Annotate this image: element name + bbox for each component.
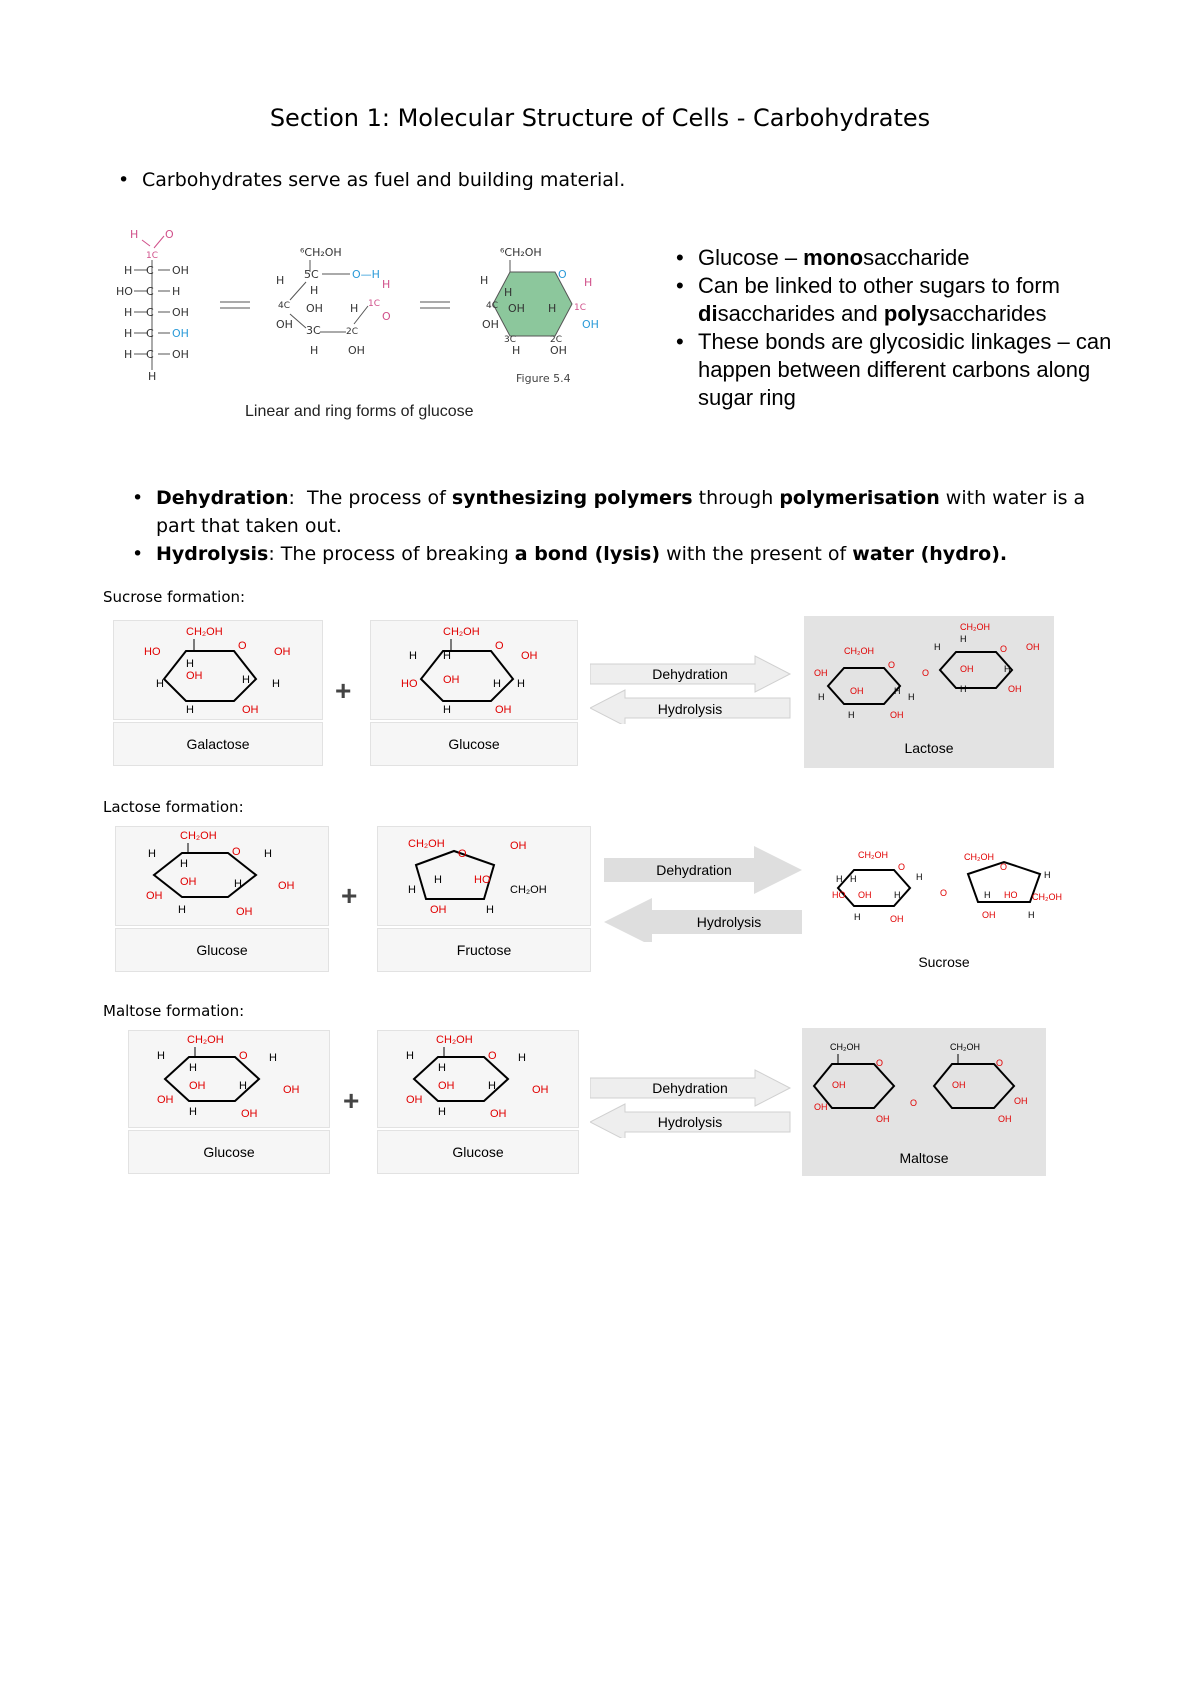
svg-text:CH₂OH: CH₂OH <box>964 852 994 862</box>
svg-text:5C: 5C <box>304 268 319 281</box>
svg-text:OH: OH <box>890 914 904 924</box>
svg-text:H: H <box>916 872 923 882</box>
linear-h: H <box>130 228 139 241</box>
svg-text:CH₂OH: CH₂OH <box>436 1034 473 1046</box>
svg-text:OH: OH <box>814 668 828 678</box>
svg-text:H: H <box>1028 910 1035 920</box>
linear-chain <box>116 260 189 383</box>
svg-text:H: H <box>157 1050 165 1062</box>
svg-text:OH: OH <box>490 1108 507 1120</box>
open-chain-form <box>276 246 391 357</box>
svg-text:H: H <box>894 686 901 696</box>
fructose-structure <box>377 826 591 926</box>
svg-text:O—H: O—H <box>352 268 380 281</box>
bullet-hydrolysis: • Hydrolysis: The process of breaking a bond (lysis) with the present of water (hydro). <box>156 540 1106 568</box>
svg-text:OH: OH <box>510 840 527 852</box>
svg-text:H: H <box>548 302 557 315</box>
svg-text:O: O <box>558 268 567 281</box>
svg-text:OH: OH <box>876 1114 890 1124</box>
svg-text:H: H <box>818 692 825 702</box>
svg-text:H: H <box>480 274 489 287</box>
svg-text:OH: OH <box>1026 642 1040 652</box>
svg-text:H: H <box>310 344 319 357</box>
svg-text:H: H <box>124 306 133 319</box>
svg-text:OH: OH <box>157 1094 174 1106</box>
fructose-label: Fructose <box>377 928 591 972</box>
svg-text:H: H <box>517 678 525 690</box>
svg-text:O: O <box>888 660 896 670</box>
svg-text:O: O <box>238 640 247 652</box>
svg-text:H: H <box>178 904 186 916</box>
svg-text:OH: OH <box>241 1108 258 1120</box>
svg-text:1C: 1C <box>574 303 587 313</box>
svg-text:OH: OH <box>278 880 295 892</box>
svg-text:H: H <box>186 704 194 716</box>
svg-text:H: H <box>172 285 181 298</box>
svg-text:H: H <box>276 274 285 287</box>
svg-text:OH: OH <box>1008 684 1022 694</box>
svg-text:H: H <box>438 1062 446 1074</box>
svg-text:OH: OH <box>186 670 203 682</box>
svg-text:O: O <box>165 228 174 241</box>
svg-text:CH₂OH: CH₂OH <box>186 626 223 638</box>
svg-text:OH: OH <box>960 664 974 674</box>
svg-text:OH: OH <box>832 1080 846 1090</box>
svg-text:H: H <box>310 284 319 297</box>
svg-text:O: O <box>239 1050 248 1062</box>
svg-text:OH: OH <box>550 344 567 357</box>
svg-text:H: H <box>239 1080 247 1092</box>
sucrose-label: Sucrose <box>918 954 970 970</box>
svg-text:OH: OH <box>1014 1096 1028 1106</box>
svg-text:OH: OH <box>952 1080 966 1090</box>
plus-sign-3: + <box>343 1085 360 1116</box>
svg-text:O: O <box>898 862 906 872</box>
svg-text:OH: OH <box>348 344 365 357</box>
glucose-structure-2 <box>115 826 329 926</box>
figure-side-notes <box>676 244 1128 412</box>
svg-text:HO: HO <box>474 874 491 886</box>
svg-text:CH₂OH: CH₂OH <box>950 1042 980 1052</box>
svg-text:OH: OH <box>172 327 189 340</box>
svg-text:H: H <box>836 874 843 884</box>
svg-text:H: H <box>180 858 188 870</box>
plus-sign-2: + <box>341 880 358 911</box>
svg-text:C: C <box>146 327 154 340</box>
svg-text:O: O <box>922 668 930 678</box>
svg-text:OH: OH <box>172 264 189 277</box>
svg-text:H: H <box>854 912 861 922</box>
svg-text:1C: 1C <box>146 251 159 261</box>
bullet-dot: • <box>132 487 144 509</box>
glucose-structure-3 <box>128 1030 330 1128</box>
bullet-dot: • <box>132 543 144 565</box>
svg-text:OH: OH <box>982 910 996 920</box>
svg-text:2C: 2C <box>346 327 359 337</box>
svg-text:H: H <box>504 286 513 299</box>
svg-text:C: C <box>146 348 154 361</box>
svg-text:CH₂OH: CH₂OH <box>830 1042 860 1052</box>
svg-text:H: H <box>434 874 442 886</box>
svg-text:OH: OH <box>850 686 864 696</box>
glucose-label-2: Glucose <box>115 928 329 972</box>
svg-text:⁶CH₂OH: ⁶CH₂OH <box>500 246 542 259</box>
bullet-carbohydrates <box>118 166 626 194</box>
svg-text:3C: 3C <box>306 324 321 337</box>
side-point-2: • Can be linked to other sugars to form disaccharides and polysaccharides <box>676 273 1060 326</box>
svg-text:H: H <box>493 678 501 690</box>
svg-text:O: O <box>996 1058 1004 1068</box>
svg-text:OH: OH <box>283 1084 300 1096</box>
svg-text:H: H <box>242 674 250 686</box>
svg-text:OH: OH <box>890 710 904 720</box>
svg-text:H: H <box>148 848 156 860</box>
svg-text:4C: 4C <box>486 301 499 311</box>
maltose-label: Maltose <box>899 1150 949 1166</box>
svg-text:OH: OH <box>242 704 259 716</box>
svg-text:O: O <box>940 888 948 898</box>
svg-text:H: H <box>350 302 359 315</box>
svg-text:OH: OH <box>482 318 499 331</box>
svg-text:CH₂OH: CH₂OH <box>187 1034 224 1046</box>
svg-text:H: H <box>486 904 494 916</box>
svg-text:OH: OH <box>180 876 197 888</box>
dehydration-label: Dehydration <box>652 666 728 682</box>
dehydration-label-2: Dehydration <box>656 862 732 878</box>
hydrolysis-label-3: Hydrolysis <box>657 1114 723 1130</box>
svg-text:OH: OH <box>582 318 599 331</box>
svg-text:CH₂OH: CH₂OH <box>858 850 888 860</box>
svg-text:H: H <box>443 650 451 662</box>
svg-text:OH: OH <box>521 650 538 662</box>
svg-text:HO: HO <box>1004 890 1018 900</box>
svg-text:HO: HO <box>832 890 846 900</box>
svg-text:OH: OH <box>276 318 293 331</box>
svg-text:CH₂OH: CH₂OH <box>510 884 547 896</box>
glucose-forms-figure <box>110 220 610 430</box>
glucose-label-3: Glucose <box>128 1130 330 1174</box>
svg-text:H: H <box>409 650 417 662</box>
svg-text:OH: OH <box>438 1080 455 1092</box>
svg-text:OH: OH <box>998 1114 1012 1124</box>
svg-text:H: H <box>518 1052 526 1064</box>
svg-text:O: O <box>458 848 467 860</box>
side-point-3: • These bonds are glycosidic linkages – can happen between different carbons along sugar ring <box>676 329 1112 410</box>
svg-text:H: H <box>512 344 521 357</box>
svg-text:O: O <box>382 310 391 323</box>
svg-text:H: H <box>908 692 915 702</box>
svg-text:H: H <box>443 704 451 716</box>
bullet-dot: • <box>118 169 130 191</box>
svg-text:H: H <box>960 634 967 644</box>
ring-form <box>480 246 599 385</box>
svg-text:O: O <box>495 640 504 652</box>
svg-text:H: H <box>124 348 133 361</box>
svg-text:OH: OH <box>189 1080 206 1092</box>
svg-text:H: H <box>272 678 280 690</box>
svg-text:H: H <box>1004 664 1011 674</box>
svg-text:OH: OH <box>508 302 525 315</box>
svg-text:H: H <box>382 278 391 291</box>
svg-text:H: H <box>186 658 194 670</box>
svg-text:O: O <box>910 1098 918 1108</box>
svg-text:⁶CH₂OH: ⁶CH₂OH <box>300 246 342 259</box>
figure-caption: Linear and ring forms of glucose <box>245 403 474 420</box>
bullet-dehydration: • Dehydration: The process of synthesizing polymers through polymerisation with water is a part that taken out. <box>156 484 1106 540</box>
equilibrium-arrow-1 <box>220 302 250 308</box>
svg-text:OH: OH <box>274 646 291 658</box>
svg-text:O: O <box>1000 862 1008 872</box>
svg-text:H: H <box>264 848 272 860</box>
svg-text:OH: OH <box>172 348 189 361</box>
svg-text:O: O <box>488 1050 497 1062</box>
svg-text:4C: 4C <box>278 301 291 311</box>
section-label-lactose: Lactose formation: <box>103 798 244 816</box>
svg-text:OH: OH <box>406 1094 423 1106</box>
svg-text:OH: OH <box>814 1102 828 1112</box>
svg-text:H: H <box>438 1106 446 1118</box>
svg-text:2C: 2C <box>550 335 563 345</box>
glucose-structure-4 <box>377 1030 579 1128</box>
svg-text:OH: OH <box>532 1084 549 1096</box>
svg-text:CH₂OH: CH₂OH <box>1032 892 1062 902</box>
svg-text:O: O <box>876 1058 884 1068</box>
svg-text:H: H <box>894 890 901 900</box>
svg-text:H: H <box>148 370 157 383</box>
svg-text:CH₂OH: CH₂OH <box>960 622 990 632</box>
bullet-text: Carbohydrates serve as fuel and building material. <box>142 169 626 191</box>
svg-text:H: H <box>406 1050 414 1062</box>
svg-text:CH₂OH: CH₂OH <box>844 646 874 656</box>
svg-text:CH₂OH: CH₂OH <box>408 838 445 850</box>
svg-text:OH: OH <box>236 906 253 918</box>
svg-text:HO: HO <box>116 285 133 298</box>
svg-text:H: H <box>934 642 941 652</box>
equilibrium-arrow-2 <box>420 302 450 308</box>
sucrose-product <box>824 848 1064 978</box>
svg-text:OH: OH <box>858 890 872 900</box>
svg-text:O: O <box>232 846 241 858</box>
galactose-structure <box>113 620 323 720</box>
glucose-structure <box>370 620 578 720</box>
svg-text:C: C <box>146 306 154 319</box>
svg-text:OH: OH <box>495 704 512 716</box>
section-label-sucrose: Sucrose formation: <box>103 588 246 606</box>
lactose-label: Lactose <box>904 740 954 756</box>
hydrolysis-label-2: Hydrolysis <box>696 914 762 930</box>
dehydration-label-3: Dehydration <box>652 1080 728 1096</box>
glucose-label-4: Glucose <box>377 1130 579 1174</box>
maltose-product <box>802 1028 1046 1176</box>
svg-text:H: H <box>189 1106 197 1118</box>
svg-text:OH: OH <box>146 890 163 902</box>
svg-text:OH: OH <box>172 306 189 319</box>
galactose-label: Galactose <box>113 722 323 766</box>
svg-text:H: H <box>269 1052 277 1064</box>
svg-text:H: H <box>124 327 133 340</box>
svg-text:H: H <box>1044 870 1051 880</box>
svg-text:H: H <box>234 878 242 890</box>
svg-text:OH: OH <box>430 904 447 916</box>
svg-text:HO: HO <box>401 678 418 690</box>
svg-text:CH₂OH: CH₂OH <box>180 830 217 842</box>
svg-text:O: O <box>1000 644 1008 654</box>
svg-text:3C: 3C <box>504 335 517 345</box>
svg-text:HO: HO <box>144 646 161 658</box>
glucose-label: Glucose <box>370 722 578 766</box>
svg-text:H: H <box>408 884 416 896</box>
svg-text:H: H <box>156 678 164 690</box>
side-point-1: • Glucose – monosaccharide <box>676 245 970 270</box>
svg-text:H: H <box>124 264 133 277</box>
hydrolysis-label: Hydrolysis <box>657 701 723 717</box>
svg-text:OH: OH <box>443 674 460 686</box>
section-label-maltose: Maltose formation: <box>103 1002 245 1020</box>
svg-text:H: H <box>189 1062 197 1074</box>
svg-text:H: H <box>984 890 991 900</box>
svg-text:C: C <box>146 285 154 298</box>
page-title: Section 1: Molecular Structure of Cells - Carbohydrates <box>269 104 931 132</box>
svg-text:1C: 1C <box>368 299 381 309</box>
svg-text:H: H <box>848 710 855 720</box>
svg-text:H: H <box>960 684 967 694</box>
plus-sign: + <box>335 675 352 706</box>
svg-text:CH₂OH: CH₂OH <box>443 626 480 638</box>
lactose-product <box>804 616 1054 768</box>
svg-text:H: H <box>584 276 593 289</box>
figure-number: Figure 5.4 <box>516 372 571 385</box>
svg-text:H: H <box>850 874 857 884</box>
svg-text:OH: OH <box>306 302 323 315</box>
svg-text:H: H <box>488 1080 496 1092</box>
svg-text:C: C <box>146 264 154 277</box>
